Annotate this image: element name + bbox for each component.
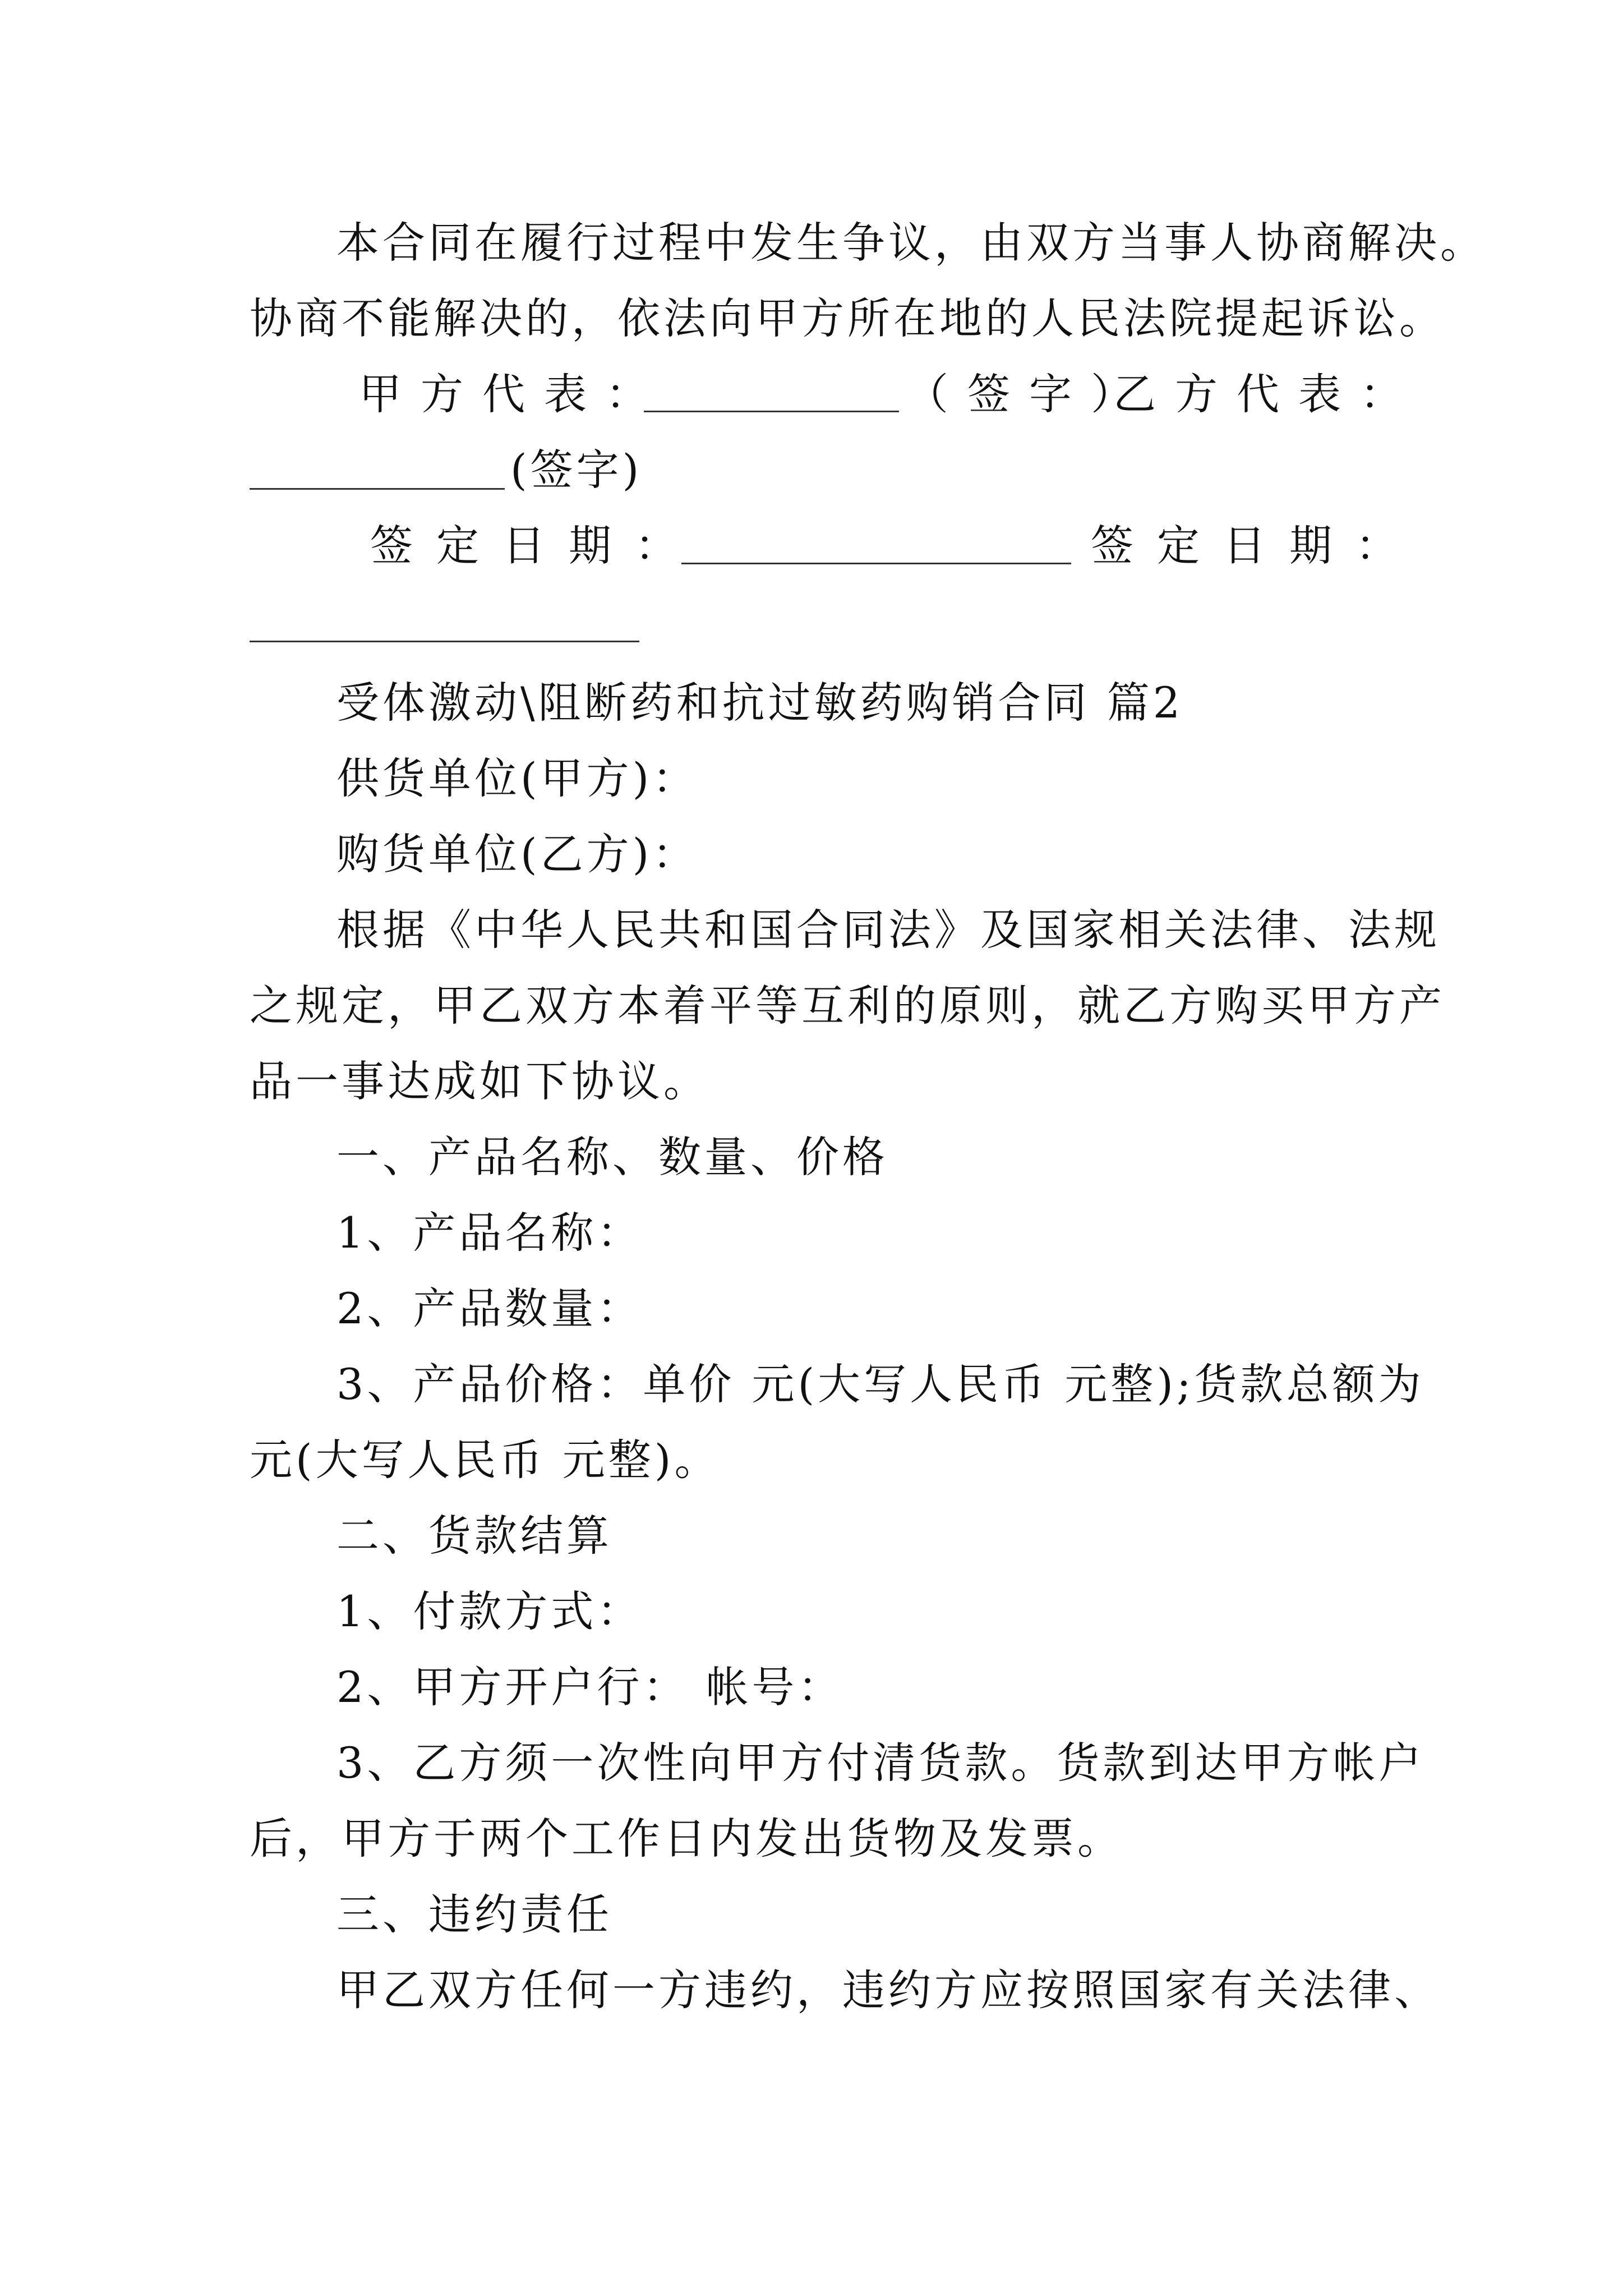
paragraph-line: 品一事达成如下协议。 bbox=[250, 1056, 709, 1106]
clause-line: 2、产品数量： bbox=[336, 1283, 643, 1333]
clause-line: 3、乙方须一次性向甲方付清货款。货款到达甲方帐户 bbox=[336, 1738, 1425, 1788]
section-heading: 二、货款结算 bbox=[336, 1511, 612, 1561]
section-title: 受体激动\阻断药和抗过敏药购销合同 篇2 bbox=[336, 678, 1184, 728]
signature-blank-b bbox=[250, 488, 505, 490]
party-b-rep-label: 乙方代表： bbox=[1113, 369, 1422, 419]
paragraph-line: 本合同在履行过程中发生争议，由双方当事人协商解决。 bbox=[336, 218, 1486, 268]
signature-note: (签字) bbox=[510, 445, 643, 495]
paragraph-line: 根据《中华人民共和国合同法》及国家相关法律、法规 bbox=[336, 905, 1440, 955]
date-blank-b bbox=[250, 641, 639, 642]
section-heading: 一、产品名称、数量、价格 bbox=[336, 1132, 888, 1182]
clause-line: 2、甲方开户行： 帐号： bbox=[336, 1662, 844, 1712]
signature-note: （签字） bbox=[906, 369, 1152, 419]
clause-line: 后，甲方于两个工作日内发出货物及发票。 bbox=[250, 1814, 1123, 1864]
clause-line: 3、产品价格：单价 元(大写人民币 元整);货款总额为 bbox=[336, 1359, 1424, 1409]
supplier-line: 供货单位(甲方)： bbox=[336, 753, 699, 803]
signature-blank-a bbox=[644, 411, 899, 412]
date-blank-a bbox=[681, 563, 1071, 564]
clause-line: 1、产品名称： bbox=[336, 1208, 643, 1258]
paragraph-line: 之规定，甲乙双方本着平等互利的原则，就乙方购买甲方产 bbox=[250, 981, 1445, 1030]
section-heading: 三、违约责任 bbox=[336, 1889, 612, 1939]
clause-line: 甲乙双方任何一方违约，违约方应按照国家有关法律、 bbox=[336, 1965, 1440, 2015]
clause-line: 1、付款方式： bbox=[336, 1586, 643, 1636]
buyer-line: 购货单位(乙方)： bbox=[336, 829, 699, 879]
party-a-rep-label: 甲方代表： bbox=[359, 369, 667, 419]
paragraph-line: 协商不能解决的，依法向甲方所在地的人民法院提起诉讼。 bbox=[250, 293, 1445, 343]
sign-date-label-a: 签定日期： bbox=[370, 521, 701, 570]
sign-date-label-b: 签定日期： bbox=[1091, 521, 1422, 570]
clause-line: 元(大写人民币 元整)。 bbox=[250, 1435, 721, 1485]
